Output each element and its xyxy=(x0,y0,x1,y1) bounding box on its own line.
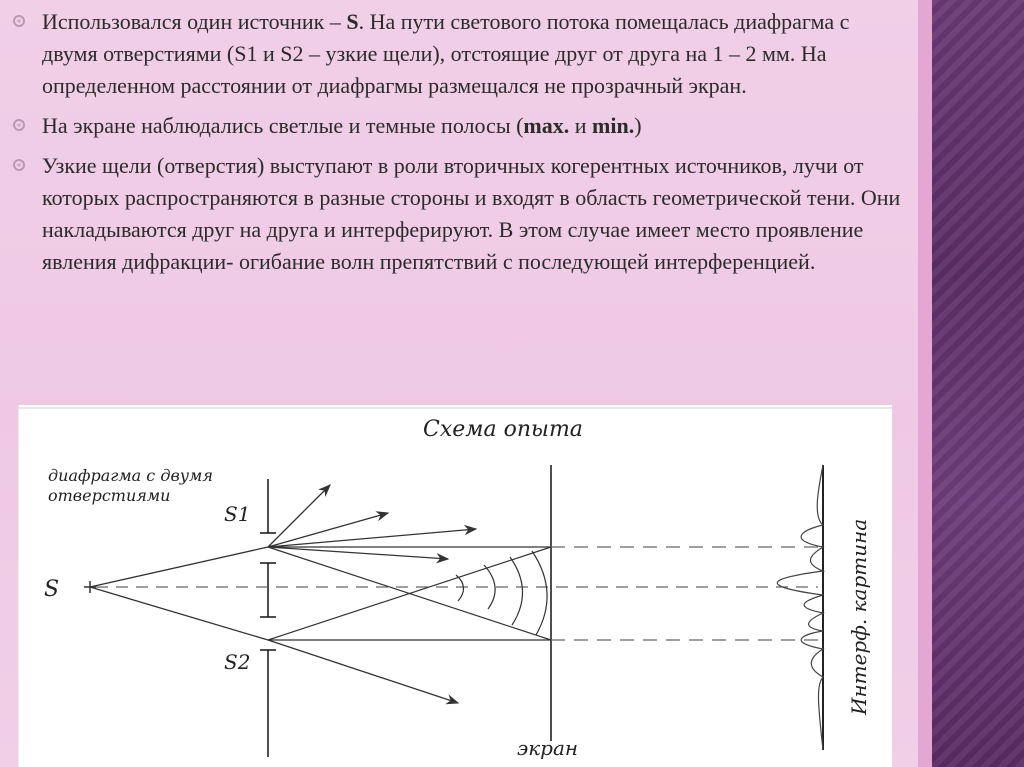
label-interference-pattern: Интерф. картина xyxy=(847,518,871,715)
bullet-icon xyxy=(13,119,25,131)
bullet-list xyxy=(12,6,902,286)
bullet-1-source-letter: S xyxy=(346,9,359,34)
diffracted-rays xyxy=(268,485,476,703)
bullet-2-text-c: ) xyxy=(634,113,642,138)
diagram-title: Схема опыта xyxy=(423,417,583,442)
label-s2: S2 xyxy=(224,650,251,674)
label-source-s: S xyxy=(44,577,60,602)
diagram-svg xyxy=(18,405,892,767)
screen-rays xyxy=(268,547,551,640)
bullet-icon xyxy=(13,159,25,171)
bullet-item-2 xyxy=(12,110,902,142)
bullet-2-max: max. xyxy=(523,113,570,138)
incident-rays xyxy=(90,547,268,640)
bullet-1-text-a: Использовался один источник – xyxy=(42,9,347,34)
bullet-item-3 xyxy=(12,150,902,278)
label-screen: экран xyxy=(517,736,579,760)
bullet-2-text-b: и xyxy=(569,113,593,138)
side-strip xyxy=(918,0,932,767)
dashed-projection-lines xyxy=(551,547,818,640)
bullet-3-text: Узкие щели (отверстия) выступают в роли вторичных когерентных источников, лучи от которых распространяются в разные стороны и входят в область геометрической тени. Они накладываются друг на друга и интерферируют. В этом случае имеет место проявление явления дифракции- огибание волн препятствий с последующей интерференцией. xyxy=(42,153,901,274)
bullet-item-1 xyxy=(12,6,902,102)
bullet-2-min: min. xyxy=(592,113,635,138)
bullet-2-text-a: На экране наблюдались светлые и темные полосы ( xyxy=(42,113,524,138)
experiment-diagram xyxy=(18,405,892,767)
bullet-1-text-b: . На пути светового потока помещалась диафрагма с двумя отверстиями (S1 и S2 – узкие щели), отстоящие друг от друга на 1 – 2 мм. На определенном расстоянии от диафрагмы размещался не прозрачный экран. xyxy=(42,9,850,98)
diaphragm-label-line2: отверстиями xyxy=(48,486,171,505)
interference-intensity-curve xyxy=(777,465,823,750)
label-s1: S1 xyxy=(224,502,251,526)
decorative-background xyxy=(932,0,1024,767)
bullet-icon xyxy=(13,15,25,27)
diaphragm xyxy=(260,479,276,757)
diaphragm-label-line1: диафрагма с двумя xyxy=(48,466,213,485)
